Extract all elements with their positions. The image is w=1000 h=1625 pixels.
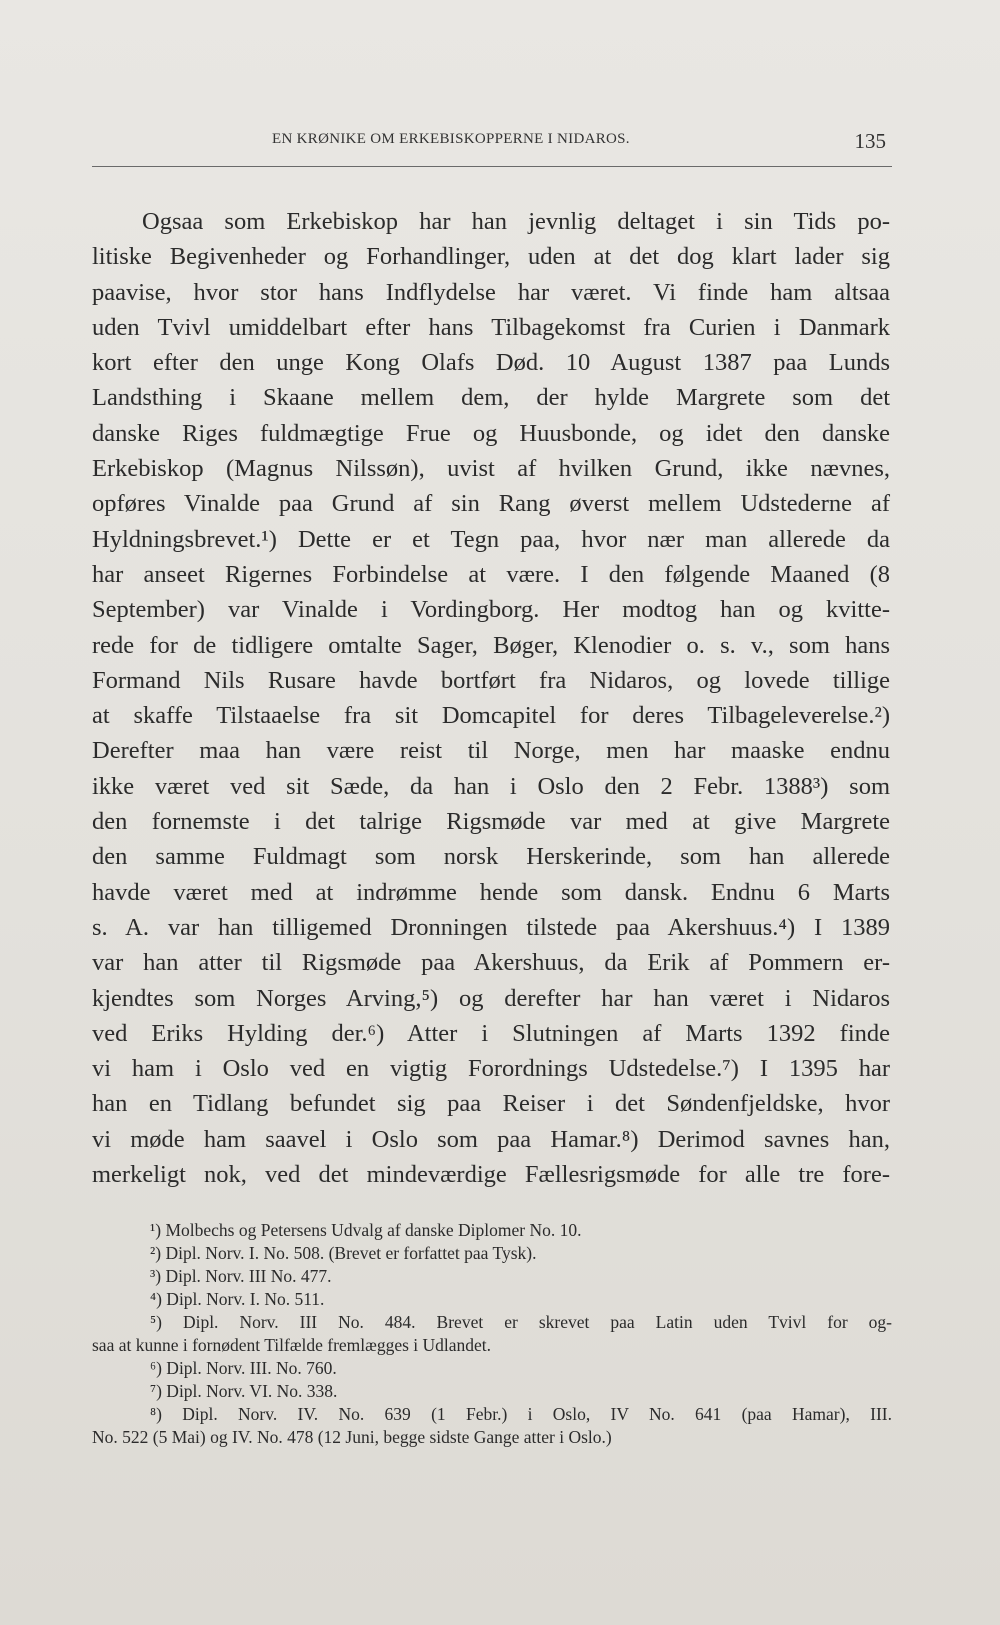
text-line: Ogsaa som Erkebiskop har han jevnlig deltaget i sin Tids po- bbox=[142, 208, 890, 235]
text-line: kort efter den unge Kong Olafs Død. 10 August 1387 paa Lunds bbox=[92, 349, 890, 377]
footnotes bbox=[92, 1219, 892, 1449]
footnote-line: ⁸) Dipl. Norv. IV. No. 639 (1 Febr.) i Oslo, IV No. 641 (paa Hamar), III. bbox=[150, 1404, 892, 1424]
footnote-line: saa at kunne i fornødent Tilfælde fremlægges i Udlandet. bbox=[92, 1335, 492, 1355]
text-line: s. A. var han tilligemed Dronningen tilstede paa Akershuus.⁴) I 1389 bbox=[92, 913, 890, 941]
text-line: kjendtes som Norges Arving,⁵) og derefter har han været i Nidaros bbox=[92, 984, 890, 1012]
main-text bbox=[92, 204, 890, 1192]
text-line: vi ham i Oslo ved en vigtig Forordnings Udstedelse.⁷) I 1395 har bbox=[92, 1055, 890, 1083]
footnote-line: ³) Dipl. Norv. III No. 477. bbox=[150, 1266, 332, 1286]
text-line: litiske Begivenheder og Forhandlinger, uden at det dog klart lader sig bbox=[92, 243, 890, 271]
text-line: September) var Vinalde i Vordingborg. Her modtog han og kvitte- bbox=[92, 596, 890, 624]
text-line: uden Tvivl umiddelbart efter hans Tilbagekomst fra Curien i Danmark bbox=[92, 313, 890, 341]
text-line: havde været med at indrømme hende som dansk. Endnu 6 Marts bbox=[92, 878, 890, 906]
text-line: Erkebiskop (Magnus Nilssøn), uvist af hvilken Grund, ikke nævnes, bbox=[92, 455, 890, 483]
text-line: opføres Vinalde paa Grund af sin Rang øverst mellem Udstederne af bbox=[92, 490, 890, 518]
text-line: merkeligt nok, ved det mindeværdige Fællesrigsmøde for alle tre fore- bbox=[92, 1161, 890, 1189]
text-line: ikke været ved sit Sæde, da han i Oslo den 2 Febr. 1388³) som bbox=[92, 772, 890, 800]
footnote-line: ⁷) Dipl. Norv. VI. No. 338. bbox=[150, 1381, 338, 1401]
page-header bbox=[92, 131, 892, 161]
text-line: danske Riges fuldmægtige Frue og Huusbonde, og idet den danske bbox=[92, 419, 890, 447]
footnote-line: No. 522 (5 Mai) og IV. No. 478 (12 Juni, begge sidste Gange atter i Oslo.) bbox=[92, 1427, 612, 1447]
footnote-line: ⁴) Dipl. Norv. I. No. 511. bbox=[150, 1289, 325, 1309]
text-line: ved Eriks Hylding der.⁶) Atter i Slutningen af Marts 1392 finde bbox=[92, 1019, 890, 1047]
text-line: Formand Nils Rusare havde bortført fra Nidaros, og lovede tillige bbox=[92, 666, 890, 694]
text-line: Landsthing i Skaane mellem dem, der hylde Margrete som det bbox=[92, 384, 890, 412]
text-line: vi møde ham saavel i Oslo som paa Hamar.⁸) Derimod savnes han, bbox=[92, 1125, 890, 1153]
running-head: EN KRØNIKE OM ERKEBISKOPPERNE I NIDAROS. bbox=[272, 131, 630, 147]
footnote-line: ⁵) Dipl. Norv. III No. 484. Brevet er skrevet paa Latin uden Tvivl for og- bbox=[150, 1312, 892, 1332]
footnote-line: ¹) Molbechs og Petersens Udvalg af danske Diplomer No. 10. bbox=[150, 1220, 582, 1240]
header-rule bbox=[92, 166, 892, 167]
footnote-line: ²) Dipl. Norv. I. No. 508. (Brevet er forfattet paa Tysk). bbox=[150, 1243, 537, 1263]
text-line: han en Tidlang befundet sig paa Reiser i det Søndenfjeldske, hvor bbox=[92, 1090, 890, 1118]
text-line: har anseet Rigernes Forbindelse at være. I den følgende Maaned (8 bbox=[92, 560, 890, 588]
text-line: den samme Fuldmagt som norsk Herskerinde, som han allerede bbox=[92, 843, 890, 871]
text-line: at skaffe Tilstaaelse fra sit Domcapitel for deres Tilbageleverelse.²) bbox=[92, 702, 890, 730]
text-line: Derefter maa han være reist til Norge, men har maaske endnu bbox=[92, 737, 890, 765]
page-number: 135 bbox=[854, 129, 886, 153]
text-line: var han atter til Rigsmøde paa Akershuus, da Erik af Pommern er- bbox=[92, 949, 890, 977]
footnote-line: ⁶) Dipl. Norv. III. No. 760. bbox=[150, 1358, 337, 1378]
text-line: rede for de tidligere omtalte Sager, Bøger, Klenodier o. s. v., som hans bbox=[92, 631, 890, 659]
text-line: Hyldningsbrevet.¹) Dette er et Tegn paa, hvor nær man allerede da bbox=[92, 525, 890, 553]
text-line: paavise, hvor stor hans Indflydelse har været. Vi finde ham altsaa bbox=[92, 278, 890, 306]
text-line: den fornemste i det talrige Rigsmøde var med at give Margrete bbox=[92, 808, 890, 836]
